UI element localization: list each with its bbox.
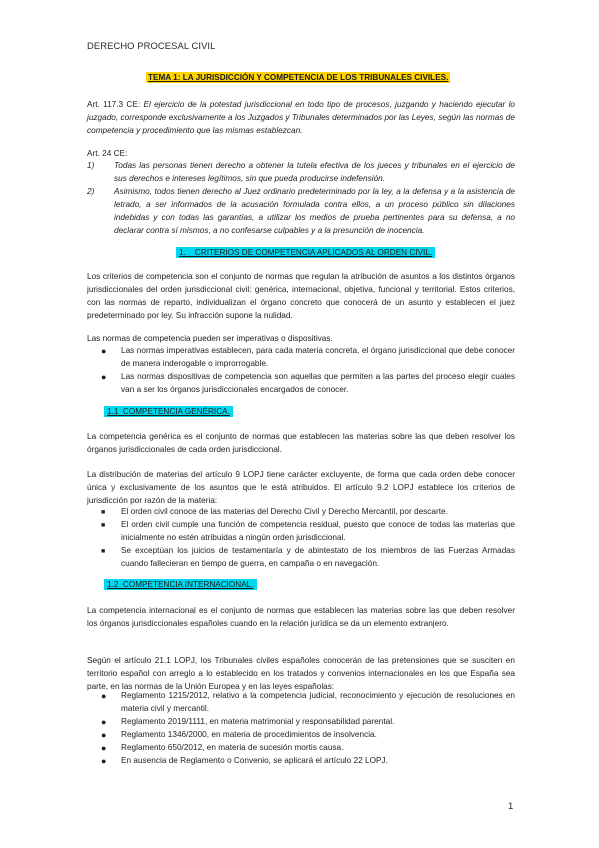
generica-paragraph: La competencia genérica es el conjunto de normas que establecen las materias sobre las que deben resolver los órganos jurisdiccionales de cada orden jurisdiccional. (87, 432, 515, 454)
square-bullet-icon: ■ (101, 547, 106, 555)
list-item: ● Reglamento 1215/2012, relativo a la competencia judicial, reconocimiento y ejecución de resoluciones en materia civil y mercantil. (101, 691, 515, 713)
art-24-item (87, 160, 515, 186)
bullet-icon: ● (101, 371, 107, 382)
internacional-list (87, 690, 515, 767)
bullet-icon: ● (101, 742, 107, 753)
internacional-paragraph: La competencia internacional es el conjunto de normas que establecen las materias sobre las que deben resolver los órganos jurisdiccionales españoles cuando en la relación jurídica se da un elemento extranjero. (87, 606, 515, 628)
section-1-1-heading: 1.1 COMPETENCIA GENÉRICA. (104, 406, 233, 417)
chapter-title: TEMA 1: LA JURISDICCIÓN Y COMPETENCIA DE LOS TRIBUNALES CIVILES. (148, 73, 449, 82)
list-text: Todas las personas tienen derecho a obtener la tutela efectiva de los jueces y tribunales en el ejercicio de sus derechos e intereses legítimos, sin que pueda producirse indefensión. (114, 161, 515, 183)
art-24-list (87, 160, 515, 237)
running-header: DERECHO PROCESAL CIVIL (87, 40, 216, 51)
normas-intro: Las normas de competencia pueden ser imperativas o dispositivas. (87, 334, 333, 343)
list-item: ■ Se exceptúan los juicios de testamentaría y de abintestato de los miembros de las Fuerzas Armadas cuando fallecieran en tiempo de guerra, en campaña o en navegación. (101, 545, 515, 568)
bullet-icon: ● (101, 346, 107, 356)
list-item: ■ El orden civil cumple una función de competencia residual, puesto que conoce de todas las materias que inicialmente no estén atribuidas a ningún orden jurisdiccional. (101, 519, 515, 542)
bullet-icon: ● (101, 691, 107, 701)
art-24-label: Art. 24 CE: (87, 149, 128, 158)
criterios-paragraph: Los criterios de competencia son el conjunto de normas que regulan la atribución de asuntos a los distintos órganos jurisdiccionales del orden jurisdiccional civil: genérica, internacional, objetiva, funcional y territorial. Estos criterios, con las normas de reparto, individualizan el órgano concreto que conocerá de un asunto y establecen el juez predeterminado por ley. Su infracción supone la nulidad. (87, 272, 515, 320)
distribucion-paragraph: La distribución de materias del artículo 9 LOPJ tiene carácter excluyente, de forma que cada orden debe conocer única y exclusivamente de los asuntos que le está atribuidos. El artículo 9.2 LOPJ establece los criterios de jurisdicción por razón de la materia: (87, 470, 515, 505)
normas-list (87, 345, 515, 397)
list-number: 1) (87, 161, 95, 170)
art-117-text: El ejercicio de la potestad jurisdiccional en todo tipo de procesos, juzgando y haciendo ejecutar lo juzgado, corresponde exclusivamente a los Juzgados y Tribunales determinados por las Leyes, según las normas de competencia y procedimiento que las mismas establezcan. (87, 100, 515, 135)
list-item: ● Reglamento 2019/1111, en materia matrimonial y responsabilidad parental. (101, 716, 395, 727)
section-1-2-heading: 1.2 COMPETENCIA INTERNACIONAL. (104, 579, 257, 590)
page-number: 1 (508, 801, 514, 812)
list-item: ■ El orden civil conoce de las materias del Derecho Civil y Derecho Mercantil, por descarte. (87, 506, 515, 519)
list-number: 2) (87, 186, 95, 196)
list-item: ● Las normas imperativas establecen, para cada materia concreta, el órgano jurisdiccional que debe conocer de manera inderogable o improrrogable. (101, 346, 515, 368)
art-24-item (87, 186, 515, 238)
bullet-icon: ● (101, 729, 107, 740)
art-117-paragraph (87, 99, 515, 138)
segun-paragraph: Según el artículo 21.1 LOPJ, los Tribunales civiles españoles conocerán de las pretensiones que se susciten en territorio español con arreglo a lo establecido en los tratados y convenios internacionales en los que España sea parte, en las normas de la Unión Europea y en las leyes españolas: (87, 656, 515, 691)
generica-list (87, 506, 515, 571)
bullet-icon: ● (101, 755, 107, 766)
bullet-icon: ● (101, 716, 107, 727)
square-bullet-icon: ■ (101, 521, 106, 529)
list-item: ● Reglamento 650/2012, en materia de sucesión mortis causa. (101, 742, 344, 753)
square-bullet-icon: ■ (101, 509, 106, 516)
section-1-heading: 1. CRITERIOS DE COMPETENCIA APLICADOS AL ORDEN CIVIL. (176, 247, 435, 258)
art-117-label: Art. 117.3 CE: (87, 100, 144, 109)
list-item: ● En ausencia de Reglamento o Convenio, se aplicará el artículo 22 LOPJ. (101, 755, 388, 766)
list-item: ● Las normas dispositivas de competencia son aquellas que permiten a las partes del proceso elegir cuales van a ser los órganos jurisdiccionales encargados de conocer. (101, 371, 515, 394)
list-item: ● Reglamento 1346/2000, en materia de procedimientos de insolvencia. (101, 729, 377, 740)
list-text: Asimismo, todos tienen derecho al Juez ordinario predeterminado por la ley, a la defensa y a la asistencia de letrado, a ser informados de la acusación formulada contra ellos, a un proceso público sin dilaciones indebidas y con todas las garantías, a utilizar los medios de prueba pertinentes para su defensa, a no declarar contra sí mismos, a no confesarse culpables y a la presunción de inocencia. (114, 186, 515, 235)
